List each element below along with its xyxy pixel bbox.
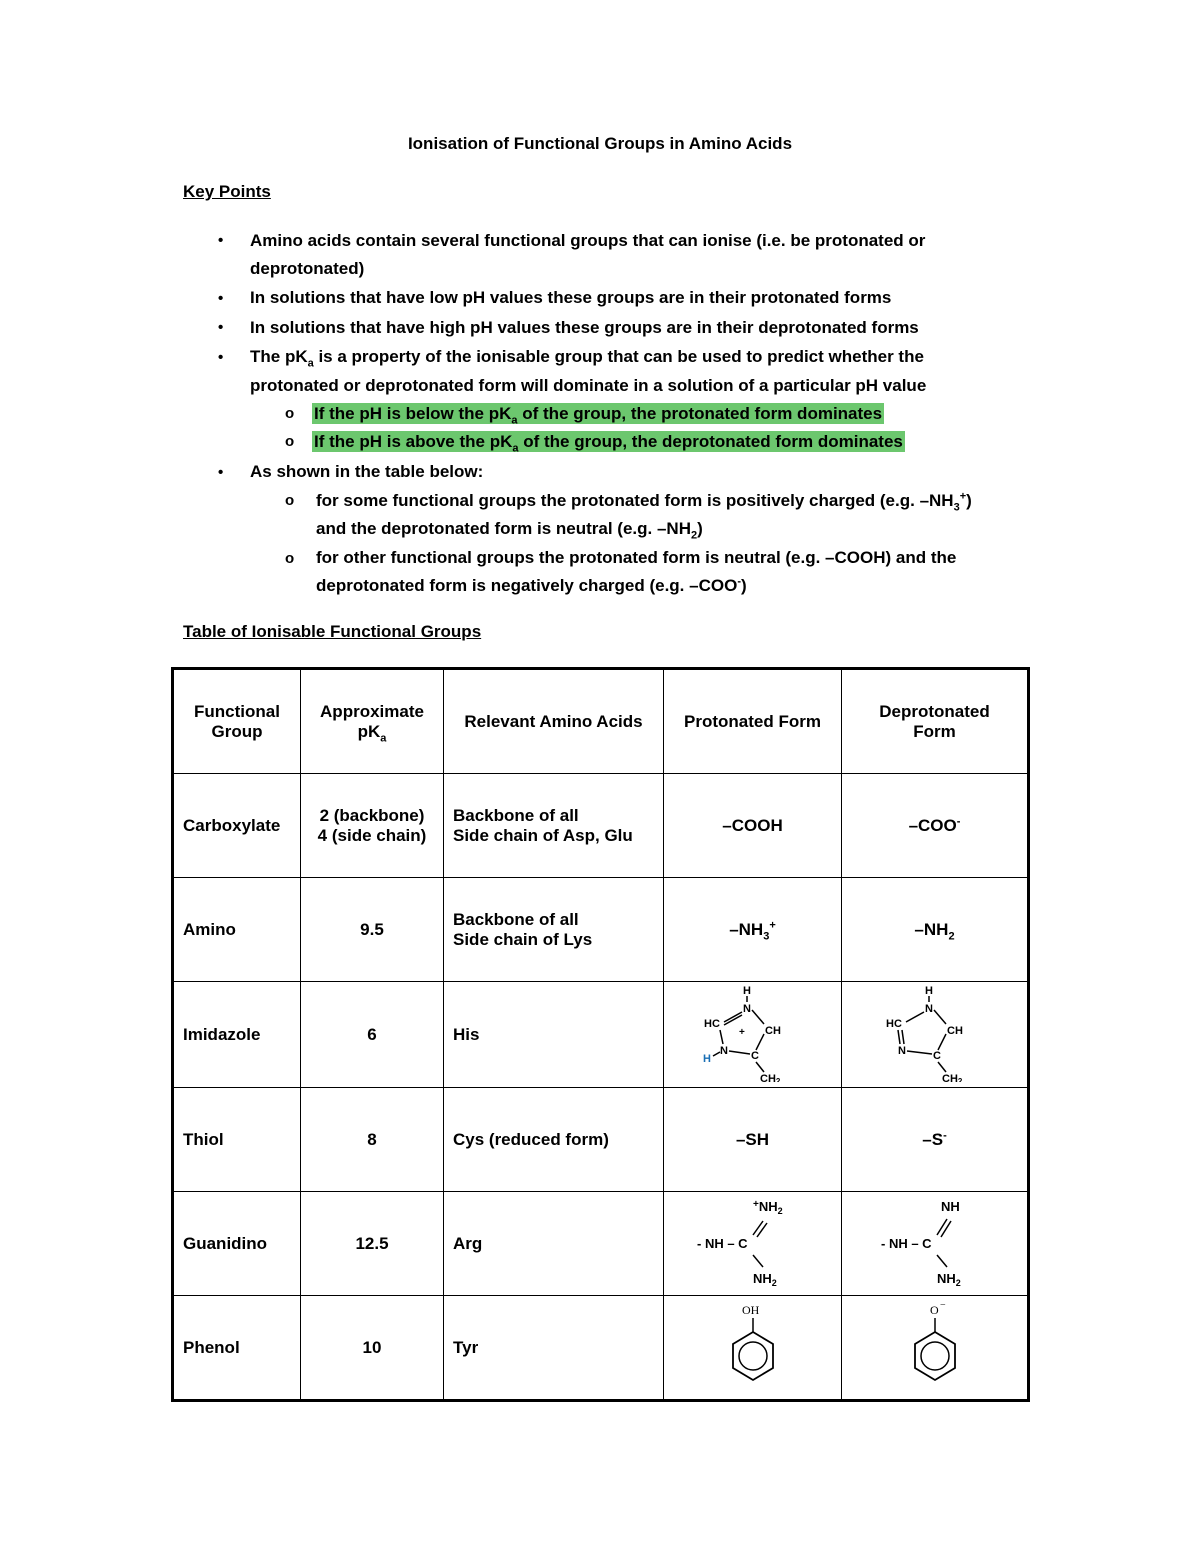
- cell-protonated: $-NH_3^+$: [664, 878, 842, 982]
- label-c: C: [750, 1050, 759, 1062]
- bullet-4-line-1: The $pK_a$ is a property of the ionisable group that can be used to predict whether the: [250, 347, 924, 370]
- table-row-guanidino: [173, 1192, 1029, 1296]
- bullet-1-line-2: deprotonated): [250, 259, 365, 278]
- label-hc: HC: [703, 1018, 720, 1030]
- sub-bullet-marker: o: [285, 405, 295, 422]
- label-o: O: [929, 1303, 939, 1317]
- table-heading: Table of Ionisable Functional Groups: [183, 622, 482, 641]
- cell-deprotonated: [842, 982, 1029, 1088]
- cell-pka: 12.5: [301, 1192, 444, 1296]
- cell-deprotonated: $-NH_2$: [842, 878, 1029, 982]
- sub-bullet-positive-line-1: for some functional groups the protonated form is positively charged (e.g. $-NH_3^+$): [316, 490, 972, 514]
- table-row-phenol: [173, 1296, 1029, 1401]
- cell-pka: 8: [301, 1088, 444, 1192]
- label-ch2: CH2: [941, 1073, 962, 1082]
- cell-deprotonated: [842, 1296, 1029, 1401]
- cell-group: Imidazole: [173, 982, 301, 1088]
- sub-bullet-marker: o: [285, 550, 295, 567]
- label-h-blue: H: [702, 1053, 711, 1065]
- label-n: N: [742, 1003, 751, 1015]
- cell-group: Amino: [173, 878, 301, 982]
- label-ch: CH: [946, 1025, 963, 1037]
- cell-deprotonated: [842, 1192, 1029, 1296]
- label-ch2: CH2: [759, 1073, 780, 1082]
- cell-pka: 9.5: [301, 878, 444, 982]
- bullet-4-line-2: protonated or deprotonated form will dominate in a solution of a particular pH value: [250, 376, 927, 395]
- ionisable-groups-table: [171, 667, 1030, 1402]
- page-title: Ionisation of Functional Groups in Amino Acids: [407, 134, 793, 153]
- header-protonated: Protonated Form: [664, 669, 842, 774]
- cell-protonated: [664, 1296, 842, 1401]
- phenol-structure: [718, 1300, 788, 1390]
- guanidinium-structure: [693, 1193, 813, 1289]
- label-nh2-plus: $^+NH_2$: [752, 1199, 783, 1216]
- sub-bullet-negative-line-1: for other functional groups the protonated form is neutral (e.g. –COOH) and the: [316, 548, 957, 567]
- header-pka: Approximate $pK_a$: [301, 669, 444, 774]
- cell-pka: 2 (backbone) 4 (side chain): [301, 774, 444, 878]
- bullet-marker: •: [218, 349, 224, 366]
- label-h: H: [924, 985, 933, 997]
- bullet-marker: •: [218, 464, 224, 481]
- cell-amino-acids: Backbone of all Side chain of Asp, Glu: [444, 774, 664, 878]
- table-row-amino: [173, 878, 1029, 982]
- table-row-carboxylate: [173, 774, 1029, 878]
- header-deprotonated: Deprotonated Form: [842, 669, 1029, 774]
- label-chain: - NH – C: [696, 1236, 748, 1251]
- bullet-5: As shown in the table below:: [250, 462, 484, 481]
- cell-protonated: [664, 1192, 842, 1296]
- label-ch: CH: [764, 1025, 781, 1037]
- cell-pka: 6: [301, 982, 444, 1088]
- label-nh2: $NH_2$: [752, 1271, 777, 1288]
- table-row-imidazole: [173, 982, 1029, 1088]
- cell-group: Guanidino: [173, 1192, 301, 1296]
- cell-group: Phenol: [173, 1296, 301, 1401]
- sub-bullet-above-pka: If the pH is above the $pK_a$ of the group, the deprotonated form dominates: [314, 432, 903, 455]
- cell-deprotonated: –COO-: [842, 774, 1029, 878]
- cell-amino-acids: His: [444, 982, 664, 1088]
- phenolate-structure: [900, 1300, 970, 1390]
- cell-pka: 10: [301, 1296, 444, 1401]
- label-nh: NH: [940, 1199, 960, 1214]
- cell-amino-acids: Tyr: [444, 1296, 664, 1401]
- bullet-1-line-1: Amino acids contain several functional groups that can ionise (i.e. be protonated or: [250, 231, 926, 250]
- label-chain: - NH – C: [880, 1236, 932, 1251]
- label-n: N: [719, 1045, 728, 1057]
- label-n: N: [924, 1003, 933, 1015]
- guanidine-structure: [875, 1193, 995, 1289]
- sub-bullet-negative-line-2: deprotonated form is negatively charged (e.g. –COO-): [316, 575, 747, 595]
- label-plus: +: [738, 1027, 745, 1038]
- bullet-marker: •: [218, 319, 224, 336]
- label-n: N: [897, 1045, 906, 1057]
- cell-amino-acids: Backbone of all Side chain of Lys: [444, 878, 664, 982]
- cell-group: Thiol: [173, 1088, 301, 1192]
- sub-bullet-marker: o: [285, 492, 295, 509]
- cell-protonated: –SH: [664, 1088, 842, 1192]
- cell-protonated: [664, 982, 842, 1088]
- label-oh: OH: [741, 1303, 759, 1317]
- sub-bullet-positive-line-2: and the deprotonated form is neutral (e.g. $-NH_2$): [316, 519, 703, 542]
- table-header-row: [173, 669, 1029, 774]
- label-c: C: [932, 1050, 941, 1062]
- table-row-thiol: [173, 1088, 1029, 1192]
- sub-bullet-marker: o: [285, 433, 295, 450]
- label-nh2: $NH_2$: [936, 1271, 961, 1288]
- bullet-3: In solutions that have high pH values these groups are in their deprotonated forms: [250, 318, 919, 337]
- bullet-2: In solutions that have low pH values these groups are in their protonated forms: [250, 288, 892, 307]
- header-functional-group: Functional Group: [173, 669, 301, 774]
- sub-bullet-below-pka: If the pH is below the $pK_a$ of the group, the protonated form dominates: [314, 404, 883, 427]
- label-minus: −: [939, 1300, 946, 1311]
- cell-amino-acids: Arg: [444, 1192, 664, 1296]
- imidazolium-structure: [698, 982, 808, 1082]
- cell-protonated: –COOH: [664, 774, 842, 878]
- imidazole-structure: [880, 982, 990, 1082]
- bullet-marker: •: [218, 232, 224, 249]
- header-amino-acids: Relevant Amino Acids: [444, 669, 664, 774]
- bullet-marker: •: [218, 290, 224, 307]
- cell-group: Carboxylate: [173, 774, 301, 878]
- label-h: H: [742, 985, 751, 997]
- cell-deprotonated: –S-: [842, 1088, 1029, 1192]
- cell-amino-acids: Cys (reduced form): [444, 1088, 664, 1192]
- key-points-heading: Key Points: [183, 182, 271, 201]
- label-hc: HC: [885, 1018, 902, 1030]
